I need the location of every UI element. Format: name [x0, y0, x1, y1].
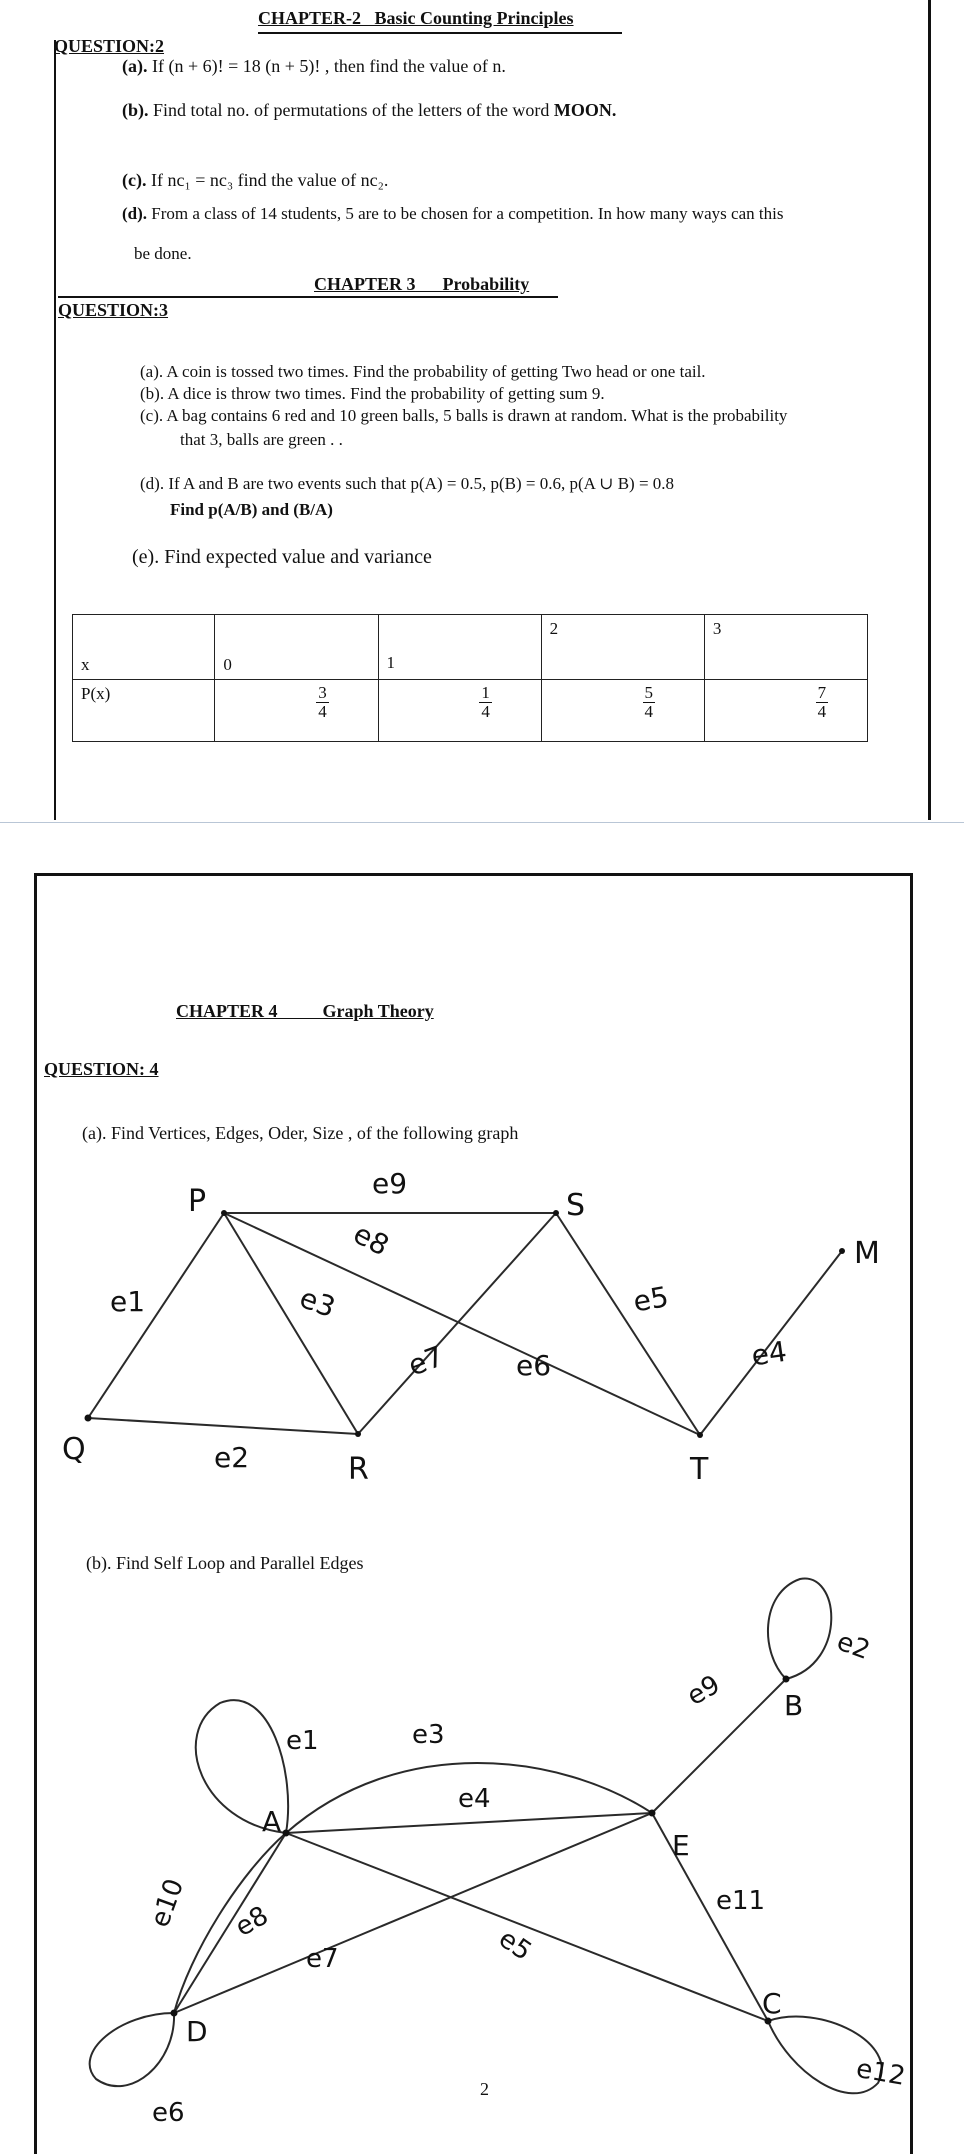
table-cell: $\frac{7}{4}$: [704, 680, 867, 742]
graph-a-edge-e5: e5: [630, 1279, 672, 1319]
graph-a-vertex-r: R: [348, 1452, 369, 1487]
q3-part-a: (a). A coin is tossed two times. Find the probability of getting Two head or one tail.: [140, 362, 706, 381]
page-1: [0, 0, 964, 822]
graph-b-vertex-c: C: [762, 1987, 782, 2020]
graph-b-edge-e2: e2: [832, 1626, 874, 1667]
page-number: 2: [480, 2079, 489, 2099]
graph-b: [0, 1573, 964, 2133]
graph-a-vertex-m: M: [854, 1236, 880, 1271]
q3-part-c: (c). A bag contains 6 red and 10 green balls, 5 balls is drawn at random. What is the probability: [140, 406, 788, 425]
graph-a-edge-e2: e2: [214, 1441, 250, 1474]
graph-a-vertex-t: T: [690, 1452, 709, 1487]
graph-a-edge-e6: e6: [516, 1349, 552, 1382]
graph-b-vertex-b: B: [784, 1689, 804, 1722]
graph-b-edge-e12: e12: [853, 2053, 908, 2092]
graph-b-vertex-a: A: [262, 1805, 282, 1838]
graph-b-edge-e3: e3: [412, 1720, 445, 1750]
q2-part-d: (d). From a class of 14 students, 5 are to be chosen for a competition. In how many ways can this: [122, 204, 784, 223]
q2-part-a: (a). If (n + 6)! = 18 (n + 5)! , then find the value of n.: [122, 56, 506, 76]
graph-a-edge-e4: e4: [749, 1334, 789, 1373]
graph-a-edge-e8: e8: [348, 1216, 395, 1263]
table-row: [73, 615, 868, 680]
graph-b-edge-e9: e9: [682, 1669, 726, 1712]
q3-part-d: (d). If A and B are two events such that p(A) = 0.5, p(B) = 0.6, p(A ∪ B) = 0.8: [140, 474, 675, 493]
probability-table: [72, 614, 868, 742]
graph-a-edge-e1: e1: [110, 1285, 146, 1318]
q3-part-e: (e). Find expected value and variance: [132, 546, 432, 568]
question4-label: QUESTION: 4: [44, 1059, 159, 1079]
chapter2-heading: CHAPTER-2 Basic Counting Principles: [258, 8, 574, 28]
q2-part-d-cont: be done.: [134, 244, 192, 263]
table-cell: 2: [541, 615, 704, 680]
table-cell: 0: [215, 615, 378, 680]
table-row: [73, 680, 868, 742]
q4-part-a: (a). Find Vertices, Edges, Oder, Size , of the following graph: [82, 1123, 519, 1143]
q4-part-b: (b). Find Self Loop and Parallel Edges: [86, 1553, 364, 1573]
q2-part-c: (c). If nc₁ = nc₃ find the value of nc₂.: [122, 170, 389, 190]
graph-b-edge-e4: e4: [458, 1784, 491, 1814]
q3-part-c-cont: that 3, balls are green . .: [180, 430, 343, 449]
table-cell: x: [73, 615, 215, 680]
graph-b-edge-e10: e10: [145, 1874, 191, 1932]
q3-part-d-cont: Find p(A/B) and (B/A): [170, 500, 333, 519]
graph-a-vertex-p: P: [188, 1184, 207, 1219]
q3-part-b: (b). A dice is throw two times. Find the probability of getting sum 9.: [140, 384, 605, 403]
table-cell: P(x): [73, 680, 215, 742]
graph-b-edge-e1: e1: [286, 1726, 319, 1756]
graph-b-edge-e5: e5: [492, 1923, 537, 1967]
graph-b-edge-e8: e8: [230, 1900, 274, 1943]
graph-b-edge-e7: e7: [306, 1944, 339, 1974]
q2-part-b: (b). Find total no. of permutations of the letters of the word MOON.: [122, 100, 617, 120]
graph-b-vertex-d: D: [186, 2015, 208, 2048]
graph-b-vertex-e: E: [672, 1829, 690, 1862]
question2-label: QUESTION:2: [54, 36, 165, 56]
table-cell: $\frac{3}{4}$: [215, 680, 378, 742]
page-2: [0, 823, 964, 2154]
chapter4-heading: CHAPTER 4 Graph Theory: [176, 1001, 434, 1021]
graph-a-vertex-s: S: [566, 1188, 586, 1223]
question3-label: QUESTION:3: [58, 300, 169, 320]
table-cell: $\frac{1}{4}$: [378, 680, 541, 742]
graph-a-edge-e3: e3: [295, 1281, 340, 1325]
graph-b-edge-e6: e6: [152, 2098, 185, 2128]
graph-b-edge-e11: e11: [716, 1886, 766, 1916]
graph-a-vertex-q: Q: [62, 1432, 86, 1467]
graph-a-edge-e7: e7: [403, 1339, 449, 1383]
chapter3-heading: CHAPTER 3 Probability: [314, 274, 530, 294]
table-cell: 1: [378, 615, 541, 680]
table-cell: $\frac{5}{4}$: [541, 680, 704, 742]
graph-a-edge-e9: e9: [372, 1167, 408, 1200]
table-cell: 3: [704, 615, 867, 680]
graph-a: [0, 1163, 964, 1543]
